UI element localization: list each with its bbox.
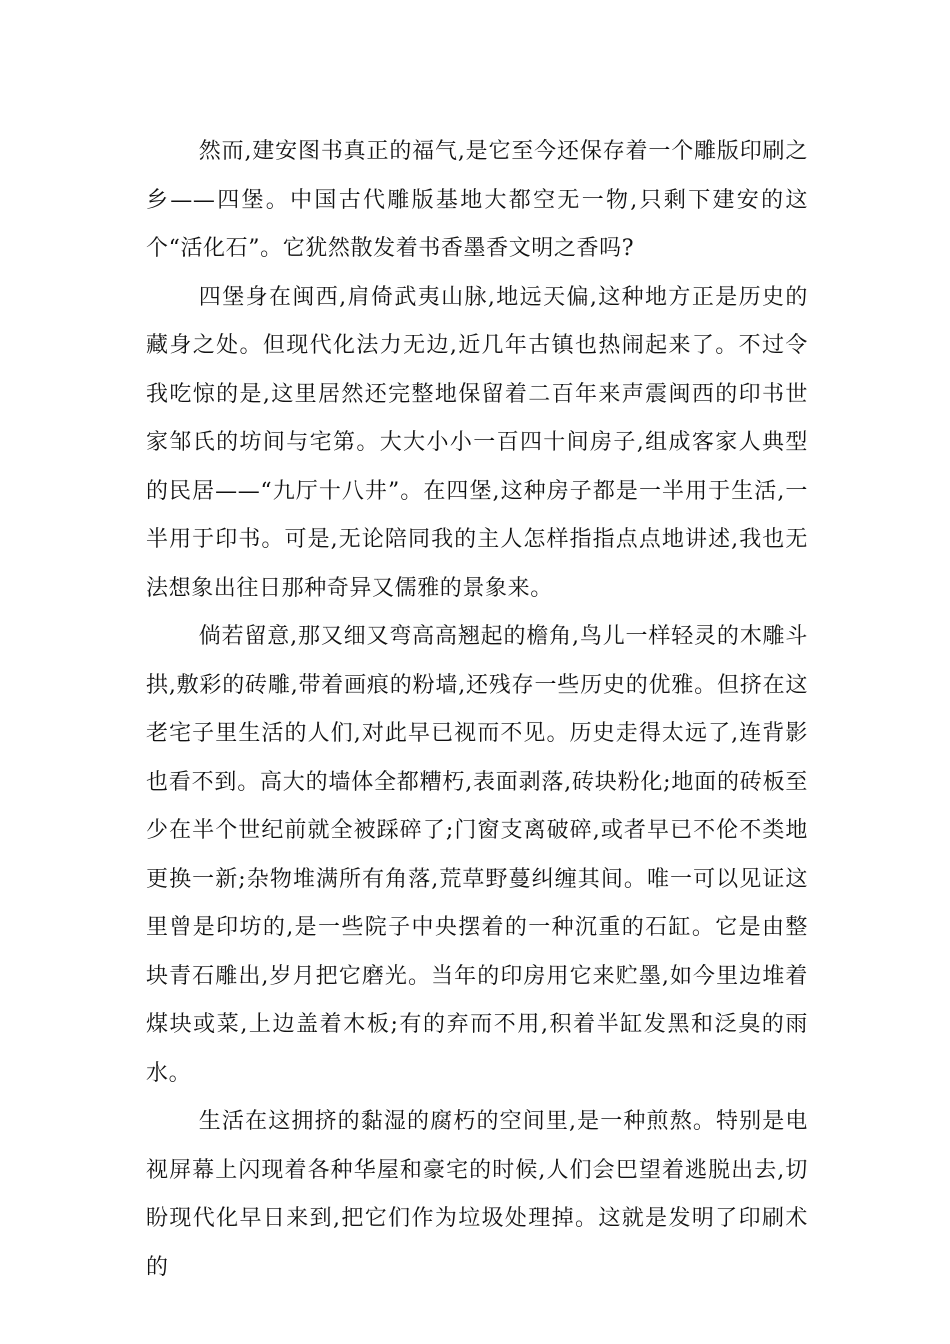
paragraph-2: 四堡身在闽西,肩倚武夷山脉,地远天偏,这种地方正是历史的藏身之处。但现代化法力无边,近几年古镇也热闹起来了。不过令我吃惊的是,这里居然还完整地保留着二百年来声震闽西的印书世家邹氏的坊间与宅第。大大小小一百四十间房子,组成客家人典型的民居——“九厅十八井”。在四堡,这种房子都是一半用于生活,一半用于印书。可是,无论陪同我的主人怎样指指点点地讲述,我也无法想象出往日那种奇异又儒雅的景象来。 <box>146 284 808 601</box>
article-body <box>146 128 808 1292</box>
paragraph-3: 倘若留意,那又细又弯高高翘起的檐角,鸟儿一样轻灵的木雕斗拱,敷彩的砖雕,带着画痕的粉墙,还残存一些历史的优雅。但挤在这老宅子里生活的人们,对此早已视而不见。历史走得太远了,连背影也看不到。高大的墙体全都糟朽,表面剥落,砖块粉化;地面的砖板至少在半个世纪前就全被踩碎了;门窗支离破碎,或者早已不伦不类地更换一新;杂物堆满所有角落,荒草野蔓纠缠其间。唯一可以见证这里曾是印坊的,是一些院子中央摆着的一种沉重的石缸。它是由整块青石雕出,岁月把它磨光。当年的印房用它来贮墨,如今里边堆着煤块或菜,上边盖着木板;有的弃而不用,积着半缸发黑和泛臭的雨水。 <box>146 624 808 1086</box>
paragraph-1: 然而,建安图书真正的福气,是它至今还保存着一个雕版印刷之乡——四堡。中国古代雕版基地大都空无一物,只剩下建安的这个“活化石”。它犹然散发着书香墨香文明之香吗? <box>146 139 808 261</box>
paragraph-4: 生活在这拥挤的黏湿的腐朽的空间里,是一种煎熬。特别是电视屏幕上闪现着各种华屋和豪宅的时候,人们会巴望着逃脱出去,切盼现代化早日来到,把它们作为垃圾处理掉。这就是发明了印刷术的 <box>146 1109 808 1280</box>
